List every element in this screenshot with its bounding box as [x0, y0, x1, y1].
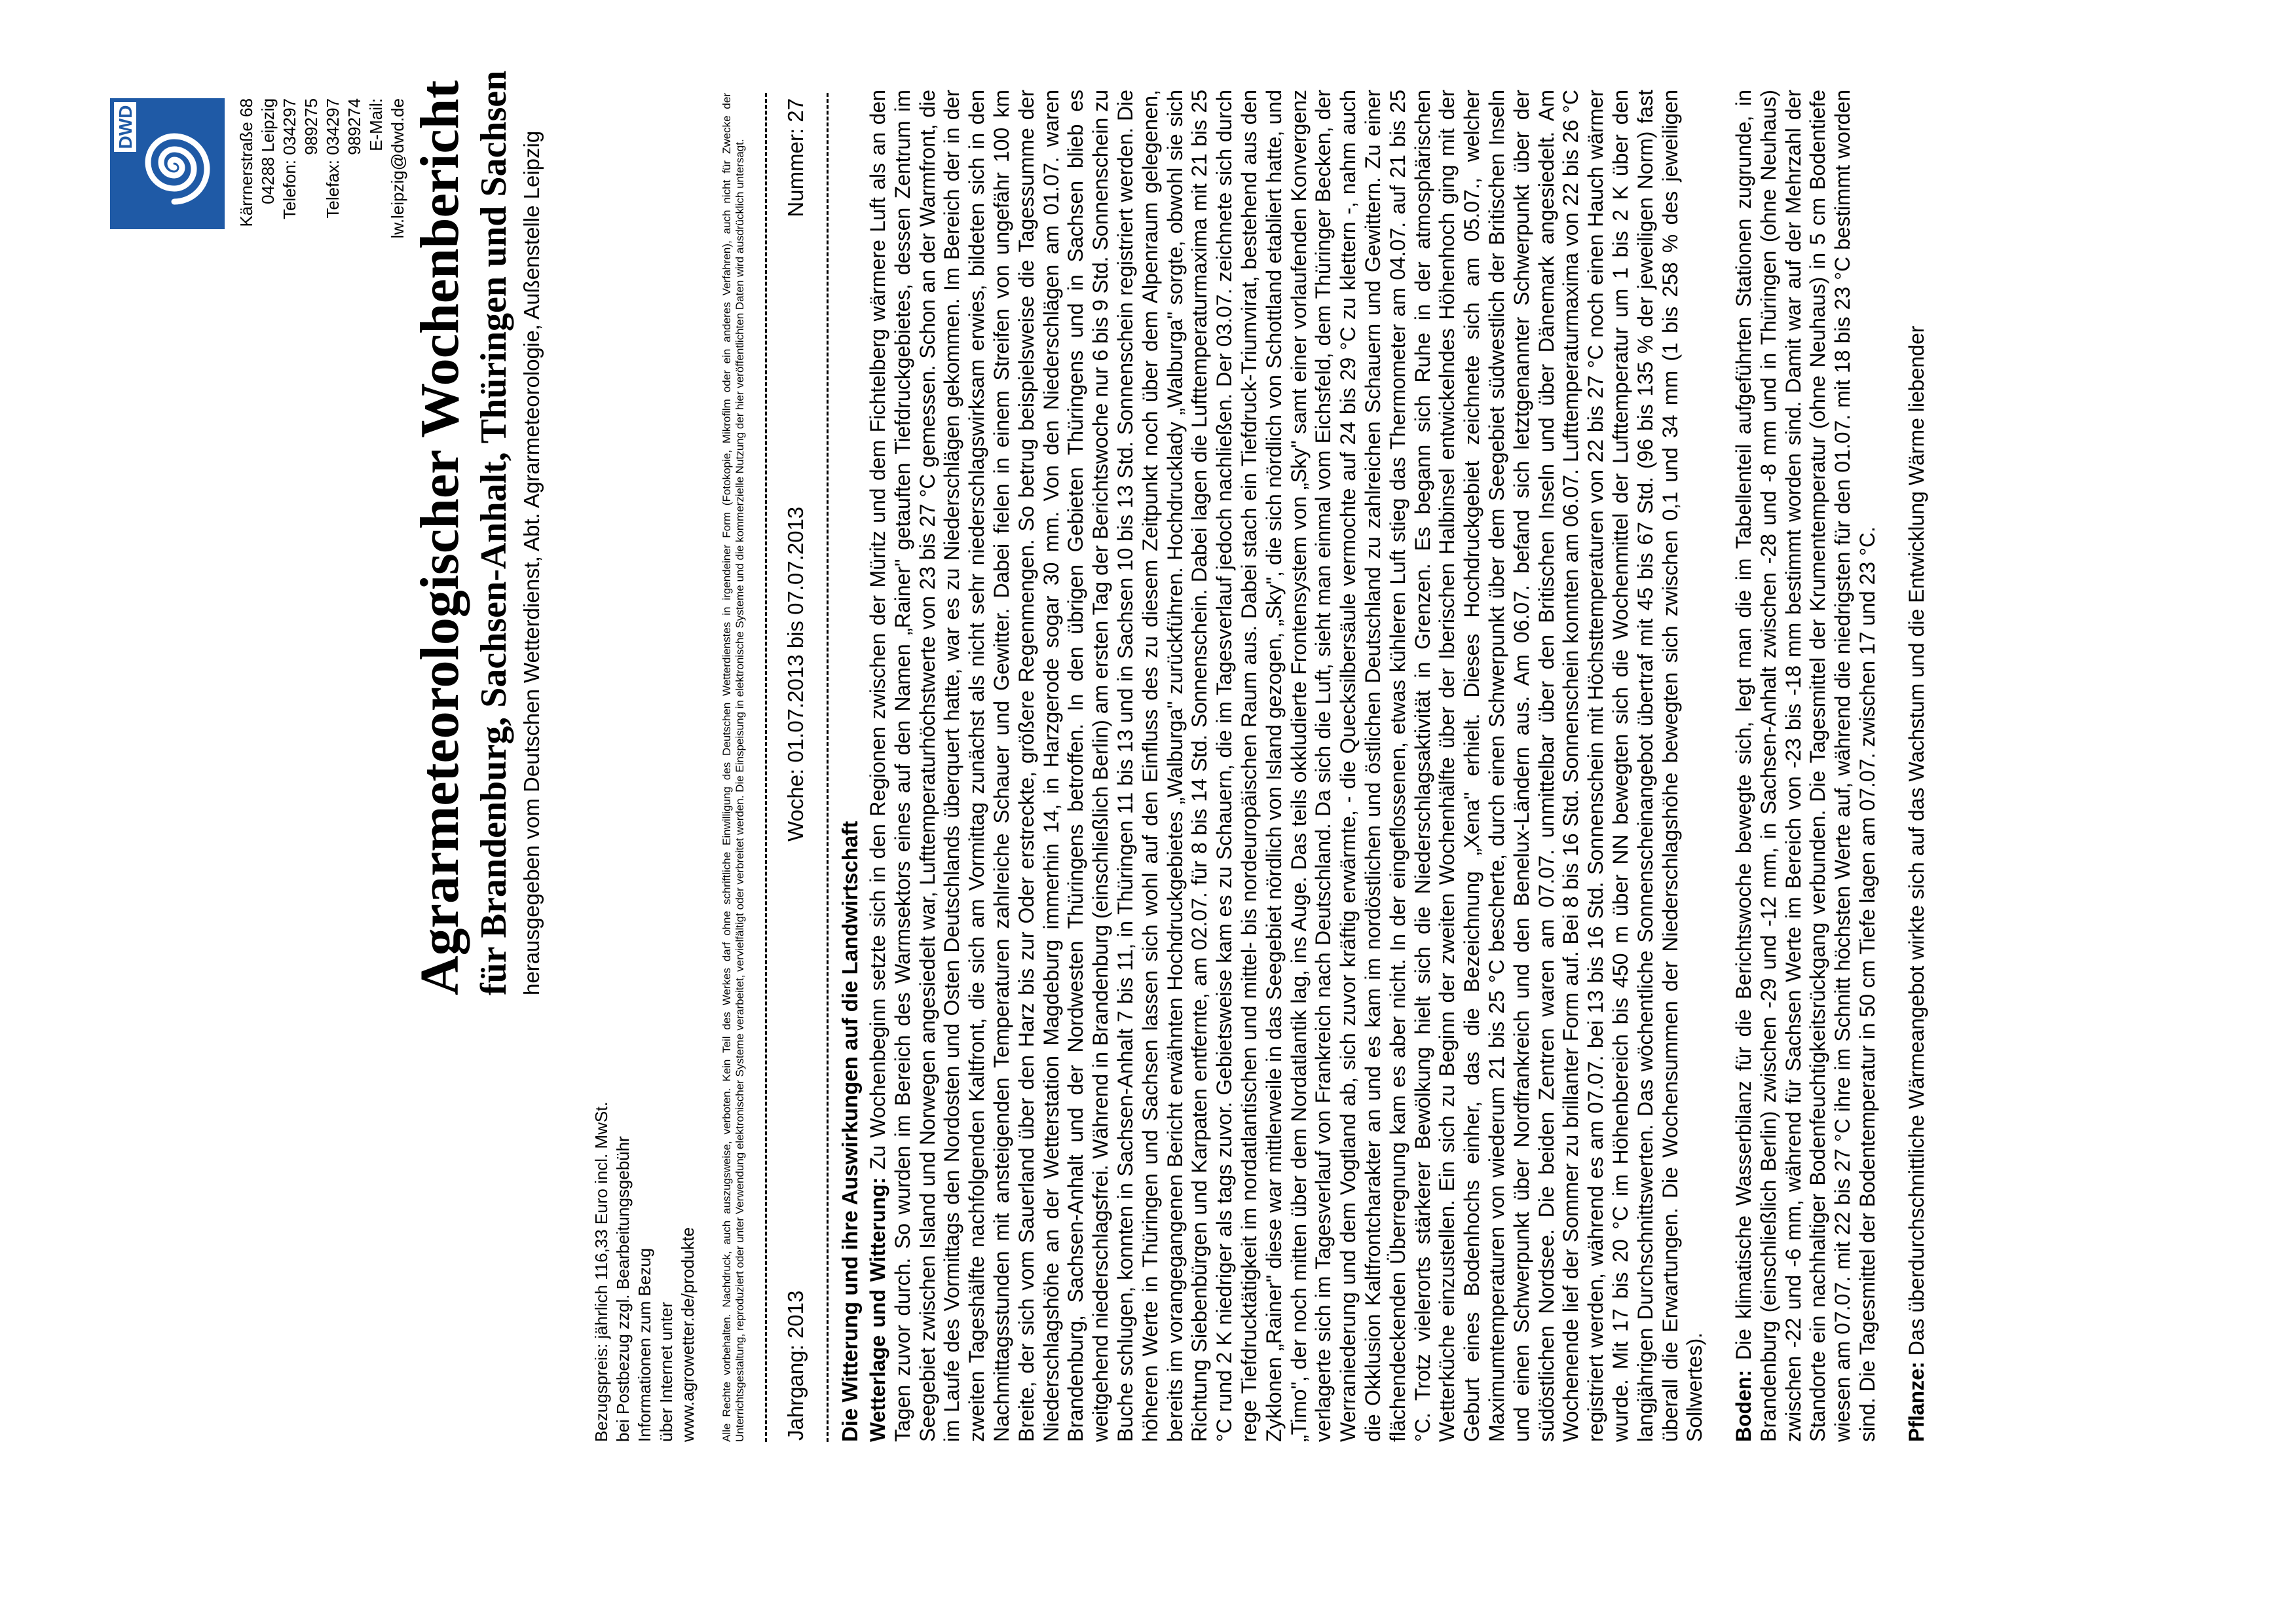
issue-info [781, 98, 810, 1441]
address-city: 04288 Leipzig [258, 98, 278, 204]
paragraph-text: Zu Wochenbeginn setzte sich in den Regionen zwischen der Müritz und dem Fichtelberg wärmere Luft als an den Tagen zuvor durch. So wurden im Bereich des Warmsektors eines auf den Namen „Rainer" getauften Tiefdruckgebietes, dessen Zentrum im Seegebiet zwischen Island und Norwegen angesiedelt war, Lufttemperaturhöchstwerte von 23 bis 27 °C gemessen. Schon an der Warmfront, die im Laufe des Vormittags den Nordosten und Osten Deutschlands überquert hatte, war es zu Niederschlägen gekommen. Im Bereich der in der zweiten Tageshälfte nachfolgenden Kaltfront, die sich am Vormittag zunächst als nicht sehr niederschlagswirksam erwies, bildeten sich in den Nachmittagsstunden mit ansteigenden Temperaturen zahlreiche Schauer und Gewitter. Dabei fielen in einem Streifen von ungefähr 100 km Breite, der sich vom Sauerland über den Harz bis zur Oder erstreckte, größere Regenmengen. So betrug beispielsweise die Tagessumme der Niederschlagshöhe an der Wetterstation Magdeburg immerhin 14, in Harzgerode sogar 30 mm. Von den Niederschlägen am 01.07. waren Brandenburg, Sachsen-Anhalt und der Nordwesten Thüringens betroffen. In den übrigen Gebieten Thüringens und in Sachsen blieb es weitgehend niederschlagsfrei. Während in Brandenburg (einschließlich Berlin) am ersten Tag der Berichtswoche nur 6 bis 9 Std. Sonnenschein zu Buche schlugen, konnten in Sachsen-Anhalt 7 bis 11, in Thüringen 11 bis 13 und in Sachsen 10 bis 13 Std. Sonnenschein registriert werden. Die höheren Werte in Thüringen und Sachsen lassen sich wohl auf den Einfluss des zu diesem Zeitpunkt noch über dem Alpenraum gelegenen, bereits im vorangegangenen Bericht erwähnten Hochdruckgebietes „Walburga" zurückführen. Hochdrucklady „Walburga" sorgte, obwohl sie sich Richtung Siebenbürgen und Karpaten entfernte, am 02.07. für 8 bis 14 Std. Sonnenschein. Dabei lagen die Lufttemperaturmaxima mit 21 bis 25 °C rund 2 K niedriger als tags zuvor. Gebietsweise kam es zu Schauern, die im Tagesverlauf jedoch nachließen. Der 03.07. zeichnete sich durch rege Tiefdrucktätigkeit im nordatlantischen und mittel- bis nordeuropäischen Raum aus. Dabei stach ein Tiefdruck-Triumvirat, bestehend aus den Zyklonen „Rainer" diese war mittlerweile in das Seegebiet nördlich von Island gezogen, „Sky", die sich nördlich von Schottland etabliert hatte, und „Timo", der noch mitten über dem Nordatlantik lag, ins Auge. Das teils okkludierte Frontensystem von „Sky" samt einer vorlaufenden Konvergenz verlagerte sich im Tagesverlauf von Frankreich nach Deutschland. Da sich die Luft, sieht man einmal vom Eichsfeld, dem Thüringer Becken, der Werraniederung und dem Vogtland ab, sich zuvor kräftig erwärmte, - die Quecksilbersäule vermochte auf 24 bis 29 °C zu klettern -, nahm auch die Okklusion Kaltfrontcharakter an und es kam im nordöstlichen und östlichen Deutschland zu zahlreichen Schauern und Gewittern. Zu einer flächendeckenden Überregnung kam es aber nicht. In der eingeflossenen, etwas kühleren Luft stieg das Thermometer am 04.07. auf 21 bis 25 °C. Trotz vielerorts stärkerer Bewölkung hielt sich die Niederschlagsaktivität in Grenzen. Es begann sich Ruhe in der atmosphärischen Wetterküche einzustellen. Ein sich zu Beginn der zweiten Wochenhälfte über der Iberischen Halbinsel entwickelndes Höhenhoch ging mit der Geburt eines Bodenhochs einher, das die Bezeichnung „Xena" erhielt. Dieses Hochdruckgebiet zeichnete sich am 05.07., welcher Maximumtemperaturen von wiederum 21 bis 25 °C bescherte, durch einen Schwerpunkt über dem Seegebiet südwestlich der Britischen Inseln und einen Schwerpunkt über Nordfrankreich und den Benelux-Ländern aus. Am 06.07. befand sich letztgenannter Schwerpunkt über der südöstlichen Nordsee. Die beiden Zentren waren am 07.07. unmittelbar über den Britischen Inseln und über Dänemark angesiedelt. Am Wochenende lief der Sommer zu brillanter Form auf. Bei 8 bis 16 Std. Sonnenschein konnten am 06.07. Lufttemperaturmaxima von 22 bis 26 °C registriert werden, während es am 07.07. bei 13 bis 16 Std. Sonnenschein mit Höchsttemperaturen von 22 bis 27 °C noch einen Hauch wärmer wurde. Mit 17 bis 20 °C im Höhenbereich bis 450 m über NN bewegten sich die Wochenmittel der Lufttemperatur um 1 bis 2 K über den langjährigen Durchschnittswerten. Das wöchentliche Sonnenscheinangebot übertraf mit 45 bis 67 Std. (96 bis 135 % der jeweiligen Norm) fast überall die Erwartungen. Die Wochensummen der Niederschlagshöhe bewegten sich zwischen 0,1 und 34 mm (1 bis 258 % des jeweiligen Sollwertes). [866, 89, 1707, 1442]
article-heading: Die Witterung und ihre Auswirkungen auf die Landwirtschaft [838, 821, 862, 1442]
address-fax: Telefax: 034297 989274 [323, 98, 364, 219]
paragraph-weather [866, 90, 1707, 1442]
paragraph-text: Das überdurchschnittliche Wärmeangebot wirkte sich auf das Wachstum und die Entwicklung Wärme liebender [1904, 325, 1928, 1362]
price-line: Bezugspreis: jährlich 116,33 Euro incl. MwSt. [591, 1101, 611, 1442]
article-body [866, 90, 1930, 1442]
issue-year: Jahrgang: 2013 [783, 1290, 808, 1441]
page-title: Agrarmeteorologischer Wochenbericht [409, 80, 470, 995]
divider-bottom [827, 93, 829, 1442]
paragraph-label: Pflanze: [1904, 1361, 1928, 1442]
publisher-address [236, 98, 409, 262]
page-subtitle: für Brandenburg, Sachsen-Anhalt, Thüringen und Sachsen [474, 70, 514, 995]
issue-week: Woche: 01.07.2013 bis 07.07.2013 [783, 506, 808, 841]
issue-number: Nummer: 27 [783, 98, 808, 217]
website-link[interactable]: www.agrowetter.de/produkte [678, 1227, 698, 1442]
publisher-line: herausgegeben vom Deutschen Wetterdienst, Abt. Agrarmeteorologie, Außenstelle Leipzig [519, 130, 544, 995]
dwd-logo [110, 98, 225, 229]
address-street: Kärrnerstraße 68 [236, 98, 256, 227]
logo-text: DWD [115, 105, 136, 149]
paragraph-label: Wetterlage und Witterung: [866, 1177, 889, 1442]
paragraph-plant [1905, 90, 1930, 1442]
paragraph-soil [1732, 90, 1880, 1442]
address-email: E-Mail: lw.leipzig@dwd.de [366, 98, 407, 239]
paragraph-text: Die klimatische Wasserbilanz für die Berichtswoche bewegte sich, legt man die im Tabellenteil aufgeführten Stationen zugrunde, in Brandenburg (einschließlich Berlin) zwischen -29 und -12 mm, in Sachsen-Anhalt zwischen -28 und -8 mm und in Thüringen (ohne Neuhaus) zwischen -22 und -6 mm, während für Sachsen Werte im Bereich von -23 bis -18 mm bestimmt worden sind. Damit war auf der Mehrzahl der Standorte ein nachhaltiger Bodenfeuchtigkeitsrückgang verbunden. Die Tagesmittel der Krumentemperatur (ohne Neuhaus) in 5 cm Bodentiefe wiesen am 07.07. mit 22 bis 27 °C ihre im Schnitt höchsten Werte auf, während die niedrigsten für den 01.07. mit 18 bis 23 °C bestimmt worden sind. Die Tagesmittel der Bodentemperatur in 50 cm Tiefe lagen am 07.07. zwischen 17 und 23 °C. [1732, 90, 1880, 1442]
address-phone: Telefon: 034297 989275 [280, 98, 321, 220]
divider-top [765, 93, 767, 1442]
internet-line: über Internet unter [656, 1302, 676, 1442]
rights-notice: Alle Rechte vorbehalten. Nachdruck, auch auszugsweise, verboten. Kein Teil des Werkes darf ohne schriftliche Einwilligung des Deutschen Wetterdienstes in irgendeiner Form (Fotokopie, Mikrofilm oder ein anderes Verfahren), auch nicht für Zwecke der Unterrichtsgestaltung, reproduziert oder unter Verwendung elektronischer Systeme verarbeitet, vervielfältigt oder verbreitet werden. Die Einspeisung in elektronische Systeme und die kommerzielle Nutzung der hier veröffentlichten Daten wird ausdrücklich untersagt. [720, 93, 746, 1442]
subscription-info [591, 944, 699, 1442]
postage-line: bei Postbezug zzgl. Bearbeitungsgebühr [613, 1136, 633, 1442]
paragraph-label: Boden: [1732, 1369, 1756, 1442]
info-line: Informationen zum Bezug [635, 1247, 654, 1442]
